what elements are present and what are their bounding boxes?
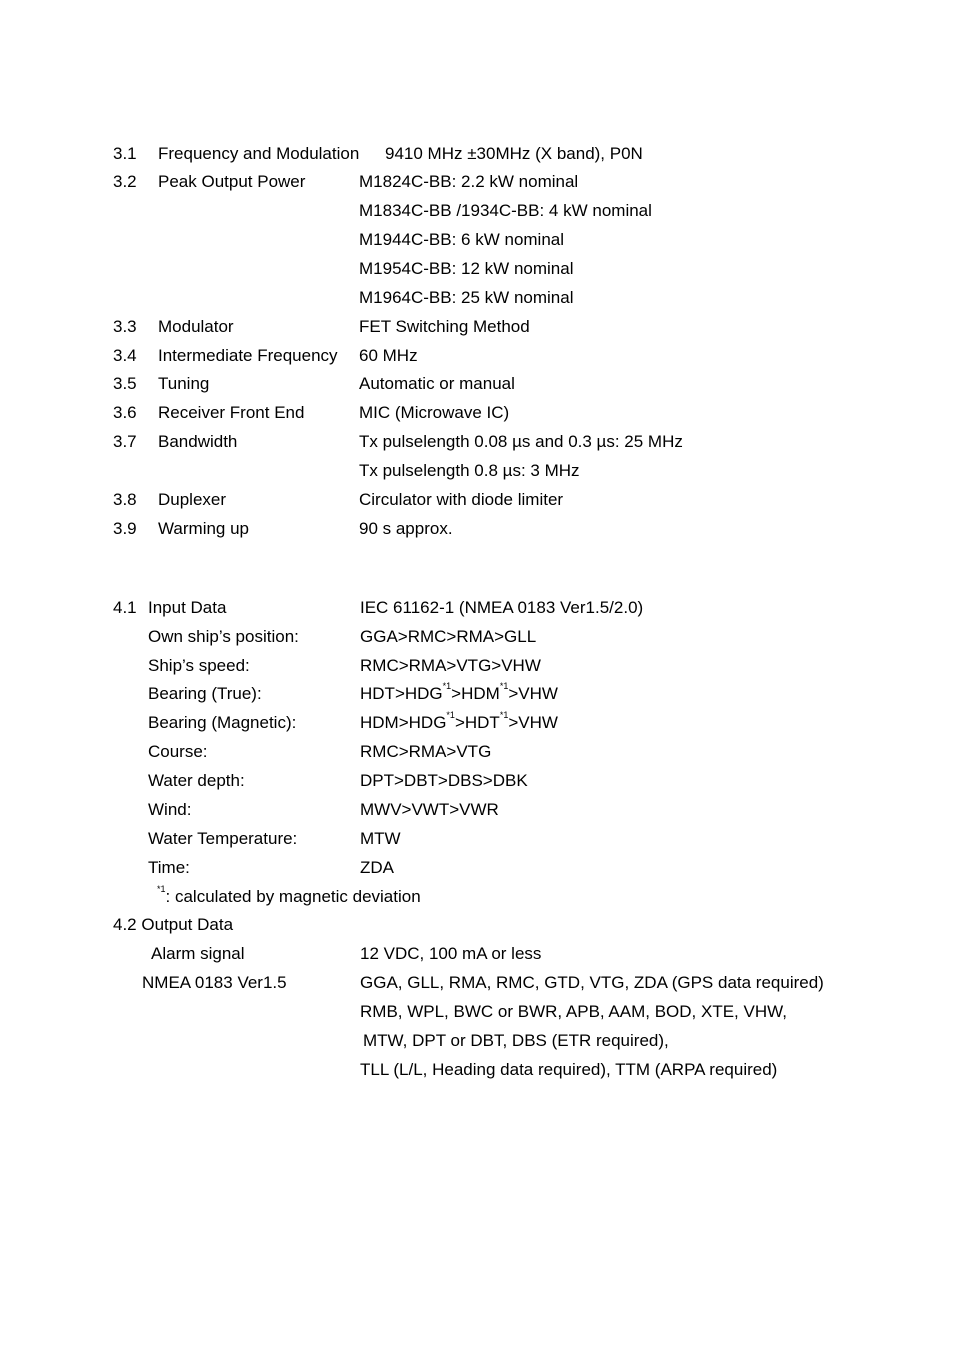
spec-value: 9410 MHz ±30MHz (X band), P0N [385, 144, 643, 163]
input-label: Ship’s speed: [148, 656, 250, 675]
section-title: Input Data [148, 598, 227, 617]
spec-number: 3.4 [113, 346, 137, 365]
output-value: 12 VDC, 100 mA or less [360, 944, 542, 963]
footnote-mark: *1 [499, 681, 509, 691]
output-value: MTW, DPT or DBT, DBS (ETR required), [363, 1031, 669, 1050]
spec-value: M1964C-BB: 25 kW nominal [359, 288, 574, 307]
input-label: Time: [148, 858, 190, 877]
input-value: $HDM>HDG^{*1}>HDT^{*1}>VHW$ [360, 710, 558, 732]
spec-label: Peak Output Power [158, 172, 306, 191]
input-value: ZDA [360, 858, 394, 877]
footnote-mark: *1 [157, 884, 166, 894]
input-label: Own ship’s position: [148, 627, 299, 646]
spec-number: 3.8 [113, 490, 137, 509]
input-value: GGA>RMC>RMA>GLL [360, 627, 537, 646]
spec-value: Tx pulselength 0.8 µs: 3 MHz [359, 461, 580, 480]
spec-number: 3.6 [113, 403, 137, 422]
input-label: Bearing (True): [148, 684, 262, 703]
input-value: DPT>DBT>DBS>DBK [360, 771, 528, 790]
section-value: IEC 61162-1 (NMEA 0183 Ver1.5/2.0) [360, 598, 644, 617]
spec-value: Automatic or manual [359, 374, 515, 393]
output-label: Alarm signal [151, 944, 245, 963]
footnote-mark: *1 [442, 681, 452, 691]
spec-value: M1954C-BB: 12 kW nominal [359, 259, 574, 278]
spec-value: Tx pulselength 0.08 µs and 0.3 µs: 25 MHz [359, 432, 683, 451]
output-value: RMB, WPL, BWC or BWR, APB, AAM, BOD, XTE, VHW, [360, 1002, 787, 1021]
section-number: 4.1 [113, 598, 137, 617]
spec-number: 3.2 [113, 172, 137, 191]
footnote-mark: *1 [446, 710, 455, 720]
spec-number: 3.9 [113, 519, 137, 538]
spec-number: 3.3 [113, 317, 137, 336]
input-value: MWV>VWT>VWR [360, 800, 499, 819]
spec-value: FET Switching Method [359, 317, 530, 336]
spec-label: Duplexer [158, 490, 227, 509]
spec-number: 3.1 [113, 144, 137, 163]
spec-value: 60 MHz [359, 346, 418, 365]
input-label: Water Temperature: [148, 829, 298, 848]
input-value: $HDT>HDG^{*1}>HDM^{*1}>VHW$ [360, 681, 558, 703]
spec-value: 90 s approx. [359, 519, 453, 538]
input-label: Wind: [148, 800, 192, 819]
spec-value: Circulator with diode limiter [359, 490, 564, 509]
spec-number: 3.5 [113, 374, 137, 393]
spec-label: Intermediate Frequency [158, 346, 338, 365]
section-title: 4.2 Output Data [113, 915, 234, 934]
output-label: NMEA 0183 Ver1.5 [142, 973, 287, 992]
spec-label: Frequency and Modulation [158, 144, 360, 163]
spec-label: Receiver Front End [158, 403, 305, 422]
input-value: RMC>RMA>VTG [360, 742, 492, 761]
spec-label: Warming up [158, 519, 250, 538]
spec-label: Tuning [158, 374, 210, 393]
footnote-mark: *1 [499, 710, 509, 720]
input-value: MTW [360, 829, 401, 848]
output-value: TLL (L/L, Heading data required), TTM (ARPA required) [360, 1060, 778, 1079]
spec-label: Bandwidth [158, 432, 238, 451]
output-value: GGA, GLL, RMA, RMC, GTD, VTG, ZDA (GPS data required) [360, 973, 824, 992]
input-label: Bearing (Magnetic): [148, 713, 297, 732]
spec-value: M1944C-BB: 6 kW nominal [359, 230, 565, 249]
spec-label: Modulator [158, 317, 234, 336]
spec-value: M1834C-BB /1934C-BB: 4 kW nominal [359, 201, 652, 220]
footnote-text: $^{*1}$: calculated by magnetic deviation [157, 884, 421, 906]
input-value: RMC>RMA>VTG>VHW [360, 656, 541, 675]
spec-value: M1824C-BB: 2.2 kW nominal [359, 172, 579, 191]
spec-value: MIC (Microwave IC) [359, 403, 510, 422]
input-label: Course: [148, 742, 208, 761]
spec-number: 3.7 [113, 432, 137, 451]
input-label: Water depth: [148, 771, 245, 790]
